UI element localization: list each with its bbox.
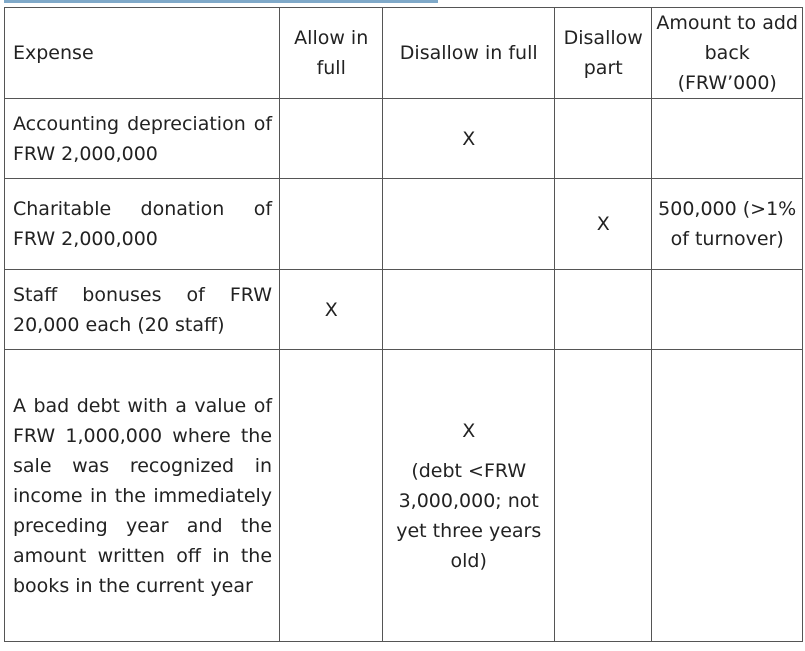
amount-to-add-back-cell (652, 99, 803, 179)
disallow-in-full-cell (383, 179, 555, 270)
amount-to-add-back-cell (652, 350, 803, 642)
tax-adjustment-table (4, 7, 803, 642)
allow-in-full-cell (280, 99, 383, 179)
header-expense: Expense (5, 8, 280, 99)
header-disallow-in-full: Disallow in full (383, 8, 555, 99)
expense-cell: Staff bonuses of FRW 20,000 each (20 staff) (5, 270, 280, 350)
disallow-note: (debt <FRW 3,000,000; not yet three years old) (396, 459, 542, 572)
amount-to-add-back-cell (652, 270, 803, 350)
header-allow-in-full: Allow in full (280, 8, 383, 99)
disallow-part-cell: X (555, 179, 652, 270)
amount-to-add-back-cell: 500,000 (>1% of turnover) (652, 179, 803, 270)
allow-in-full-cell (280, 179, 383, 270)
disallow-in-full-cell (383, 270, 555, 350)
table-row (5, 350, 803, 642)
allow-in-full-cell: X (280, 270, 383, 350)
expense-cell: A bad debt with a value of FRW 1,000,000 where the sale was recognized in income in the immediately preceding year and the amount written off in the books in the current year (5, 350, 280, 642)
table-header-row (5, 8, 803, 99)
disallow-part-cell (555, 99, 652, 179)
expense-cell: Charitable donation of FRW 2,000,000 (5, 179, 280, 270)
top-accent-rule (4, 0, 438, 3)
header-amount-to-add-back: Amount to add back (FRW’000) (652, 8, 803, 99)
table-row (5, 99, 803, 179)
allow-in-full-cell (280, 350, 383, 642)
table-row (5, 270, 803, 350)
header-disallow-part: Disallow part (555, 8, 652, 99)
expense-cell: Accounting depreciation of FRW 2,000,000 (5, 99, 280, 179)
disallow-part-cell (555, 270, 652, 350)
disallow-in-full-cell (383, 350, 555, 642)
disallow-in-full-cell: X (383, 99, 555, 179)
table-row (5, 179, 803, 270)
disallow-part-cell (555, 350, 652, 642)
disallow-mark: X (462, 419, 476, 442)
